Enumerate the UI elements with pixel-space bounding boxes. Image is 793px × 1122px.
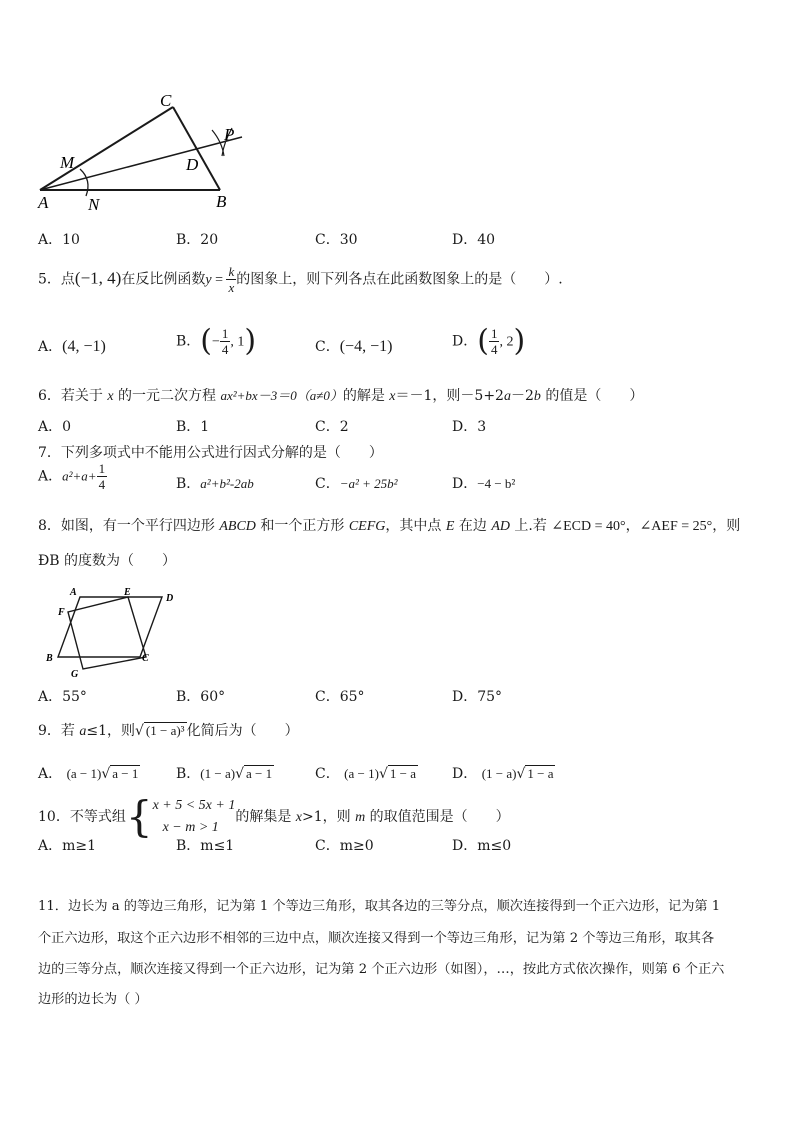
q5-option-d[interactable]: D．( $\frac{1}{4}$ , 2) xyxy=(452,323,526,359)
label-c: C xyxy=(160,91,172,110)
question-8-stem: 8．如图，有一个平行四边形 ABCD 和一个正方形 CEFG，其中点 E 在边 AD 上.若 ∠ECD = 40°，∠AEF = 25°，则 xyxy=(38,518,741,534)
q6-option-b[interactable]: B．1 xyxy=(176,419,210,435)
q10-option-c[interactable]: C．m≥0 xyxy=(315,838,374,854)
label-b: B xyxy=(216,192,227,211)
q4-option-b[interactable]: B．20 xyxy=(176,232,219,248)
question-8-stem-line2: ÐB 的度数为（ ） xyxy=(38,553,177,569)
q7-option-d[interactable]: D．−4 − b² xyxy=(452,476,516,492)
q5-fraction: $\frac{k}{x}$ xyxy=(228,264,235,295)
q10-option-a[interactable]: A．m≥1 xyxy=(38,838,97,854)
square-cefg xyxy=(68,597,146,669)
q9-option-b[interactable]: B．(1 − a)√ a − 1 xyxy=(176,766,273,782)
question-9-stem: 9．若 a≤1，则√ (1 − a)³ 化简后为（ ） xyxy=(38,723,299,739)
question-6-stem: 6．若关于 x 的一元二次方程 ax²+bx－3＝0（a≠0）的解是 x＝－1，则－5+2a－2b 的值是（ ） xyxy=(38,388,644,404)
q8-option-a[interactable]: A．55° xyxy=(38,689,87,705)
q7-option-c[interactable]: C．−a² + 25b² xyxy=(315,476,398,492)
label-a: A xyxy=(38,193,49,212)
segment-ac xyxy=(40,107,173,190)
question-11-line4: 边形的边长为（ ） xyxy=(38,992,148,1007)
label-p: P xyxy=(224,125,235,144)
q6-option-a[interactable]: A．0 xyxy=(38,419,72,435)
q8-option-b[interactable]: B．60° xyxy=(176,689,226,705)
question-11-line1: 11．边长为 a 的等边三角形，记为第 1 个等边三角形，取其各边的三等分点，顺次连接得到一个正六边形，记为第 1 xyxy=(38,899,721,914)
q10-option-b[interactable]: B．m≤1 xyxy=(176,838,235,854)
q7-option-a[interactable]: A．a²+a+ $\frac{1}{4}$ xyxy=(38,461,106,492)
q8-option-c[interactable]: C．65° xyxy=(315,689,365,705)
q7-option-b[interactable]: B．a²+b²-2ab xyxy=(176,476,254,492)
question-5-stem: 5．点(−1, 4)在反比例函数y = $\frac{k}{x}$ 的图象上，则下列各点在此函数图象上的是（ ）. xyxy=(38,264,563,295)
q6-option-c[interactable]: C．2 xyxy=(315,419,349,435)
q5-option-a[interactable]: A．(4, −1) xyxy=(38,338,106,355)
q4-option-c[interactable]: C．30 xyxy=(315,232,358,248)
label-n: N xyxy=(88,195,100,214)
q4-option-a[interactable]: A．10 xyxy=(38,232,80,248)
triangle-construction-figure xyxy=(36,90,256,215)
q9-option-c[interactable]: C． (a − 1)√ 1 − a xyxy=(315,766,416,782)
parallelogram-square-figure xyxy=(40,585,190,680)
label-c: C xyxy=(142,653,149,664)
label-d: D xyxy=(186,155,199,174)
label-a: A xyxy=(70,587,77,598)
q4-option-d[interactable]: D．40 xyxy=(452,232,496,248)
question-7-stem: 7．下列多项式中不能用公式进行因式分解的是（ ） xyxy=(38,445,383,461)
parallelogram-abcd xyxy=(58,597,162,657)
q6-option-d[interactable]: D．3 xyxy=(452,419,487,435)
question-11-line2: 个正六边形，取这个正六边形不相邻的三边中点，顺次连接又得到一个等边三角形，记为第 2 个等边三角形，取其各 xyxy=(38,931,715,946)
label-d: D xyxy=(166,593,174,604)
q5-point: (−1, 4) xyxy=(74,268,122,288)
q8-option-d[interactable]: D．75° xyxy=(452,689,503,705)
q10-option-d[interactable]: D．m≤0 xyxy=(452,838,512,854)
q9-option-d[interactable]: D． (1 − a)√ 1 − a xyxy=(452,766,554,782)
label-e: E xyxy=(124,587,131,598)
question-11-line3: 边的三等分点，顺次连接又得到一个正六边形，记为第 2 个正六边形（如图），…，按此方式依次操作，则第 6 个正六 xyxy=(38,962,725,977)
label-f: F xyxy=(58,607,65,618)
label-m: M xyxy=(60,153,75,172)
q5-option-c[interactable]: C．(−4, −1) xyxy=(315,338,393,355)
question-10-stem: 10．不等式组{ x + 5 < 5x + 1 x − m > 1 的解集是 x>1，则 m 的取值范围是（ ） xyxy=(38,792,510,841)
q5-option-b[interactable]: B．(− $\frac{1}{4}$ , 1) xyxy=(176,323,257,359)
q10-inequality-system: x + 5 < 5x + 1 x − m > 1 xyxy=(152,798,236,835)
label-b: B xyxy=(46,653,53,664)
label-g: G xyxy=(71,669,79,680)
arc-mn xyxy=(80,169,88,196)
q9-option-a[interactable]: A． (a − 1)√ a − 1 xyxy=(38,766,139,782)
